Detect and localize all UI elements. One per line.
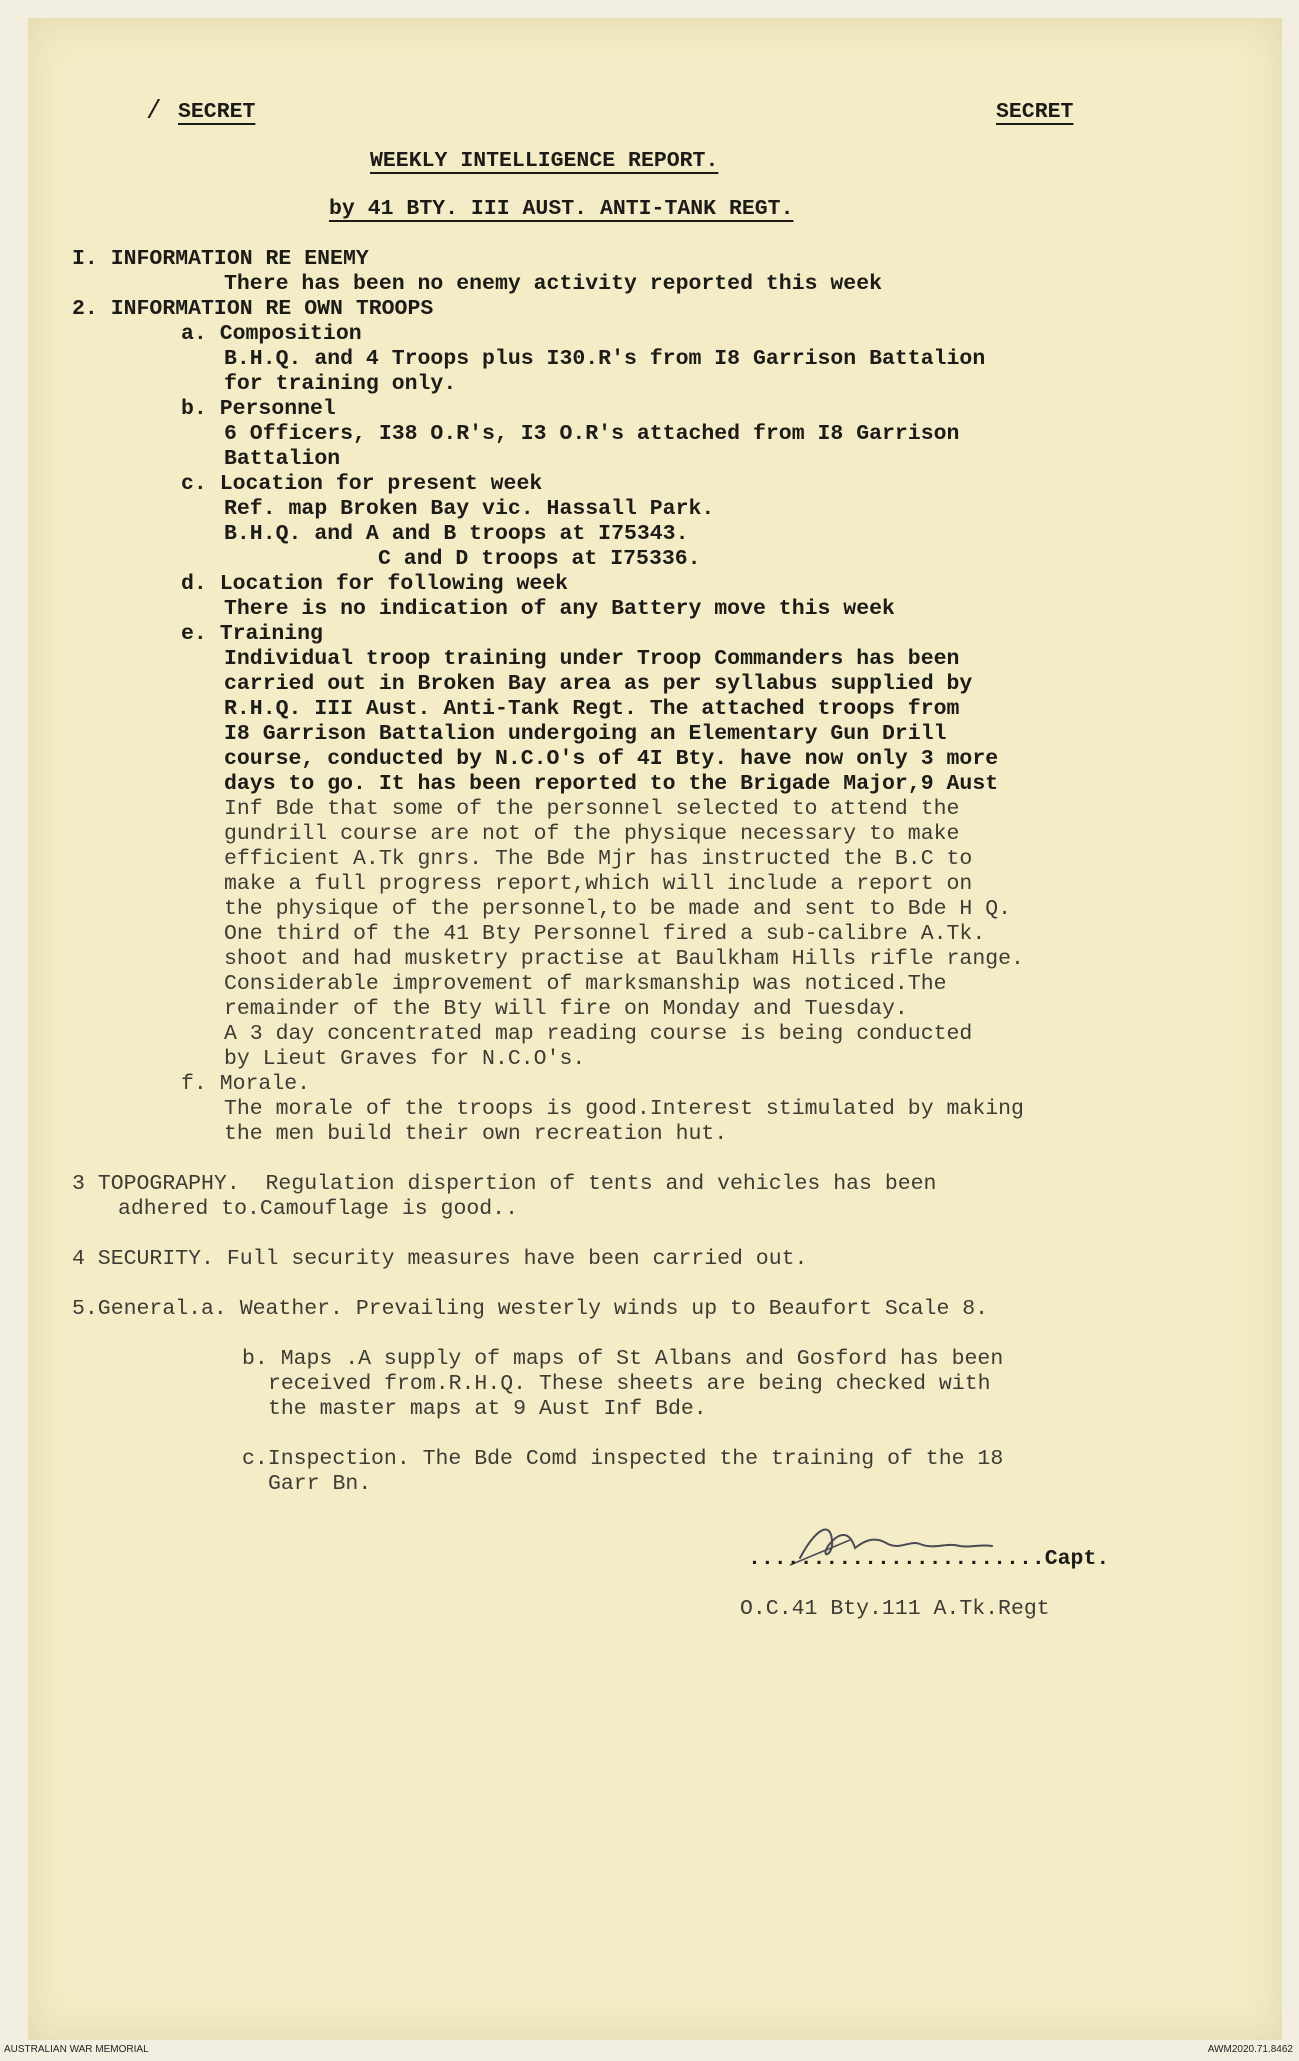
report-line: e. Training [181,622,323,646]
signatory-role: O.C.41 Bty.111 A.Tk.Regt [740,1597,1050,1621]
report-line: Battalion [224,447,341,471]
report-line: b. Maps .A supply of maps of St Albans and Gosford has been [242,1347,1004,1371]
report-line: the physique of the personnel,to be made and sent to Bde H Q. [224,897,1012,921]
report-line: gundrill course are not of the physique necessary to make [224,822,960,846]
report-line: shoot and had musketry practise at Baulkham Hills rifle range. [224,947,1024,971]
report-line: 6 Officers, I38 O.R's, I3 O.R's attached from I8 Garrison [224,422,960,446]
report-line: efficient A.Tk gnrs. The Bde Mjr has instructed the B.C to [224,847,973,871]
report-line: Inf Bde that some of the personnel selected to attend the [224,797,960,821]
report-line: R.H.Q. III Aust. Anti-Tank Regt. The attached troops from [224,697,960,721]
report-line: adhered to.Camouflage is good.. [118,1197,518,1221]
report-line: I. INFORMATION RE ENEMY [72,247,369,271]
report-line: The morale of the troops is good.Interest stimulated by making [224,1097,1024,1121]
report-line: Individual troop training under Troop Commanders has been [224,647,960,671]
report-line: days to go. It has been reported to the Brigade Major,9 Aust [224,772,999,796]
report-line: c. Location for present week [181,472,543,496]
report-line: There has been no enemy activity reported this week [224,272,883,296]
report-line: d. Location for following week [181,572,569,596]
report-line: Ref. map Broken Bay vic. Hassall Park. [224,497,715,521]
report-line: One third of the 41 Bty Personnel fired a sub-calibre A.Tk. [224,922,986,946]
report-line: course, conducted by N.C.O's of 4I Bty. have now only 3 more [224,747,999,771]
report-line: the master maps at 9 Aust Inf Bde. [268,1397,707,1421]
report-line: f. Morale. [181,1072,311,1096]
pencil-mark: / [146,96,162,126]
report-line: 5.General.a. Weather. Prevailing westerly winds up to Beaufort Scale 8. [72,1297,989,1321]
report-line: Considerable improvement of marksmanship was noticed.The [224,972,947,996]
signature-line: .......................Capt. [748,1547,1110,1571]
report-line: by Lieut Graves for N.C.O's. [224,1047,586,1071]
report-line: the men build their own recreation hut. [224,1122,728,1146]
report-subtitle: by 41 BTY. III AUST. ANTI-TANK REGT. [329,197,794,221]
report-line: make a full progress report,which will include a report on [224,872,973,896]
report-line: B.H.Q. and 4 Troops plus I30.R's from I8 Garrison Battalion [224,347,986,371]
report-line: B.H.Q. and A and B troops at I75343. [224,522,689,546]
secret-label-left: SECRET [178,100,256,124]
report-line: 4 SECURITY. Full security measures have been carried out. [72,1247,808,1271]
report-line: I8 Garrison Battalion undergoing an Elementary Gun Drill [224,722,947,746]
footer-left: AUSTRALIAN WAR MEMORIAL [4,2044,149,2055]
report-line: remainder of the Bty will fire on Monday and Tuesday. [224,997,908,1021]
secret-label-right: SECRET [996,100,1074,124]
report-line: for training only. [224,372,457,396]
report-line: carried out in Broken Bay area as per syllabus supplied by [224,672,973,696]
report-line: Garr Bn. [268,1472,372,1496]
footer-right: AWM2020.71.8462 [1207,2044,1293,2055]
report-line: 3 TOPOGRAPHY. Regulation dispertion of tents and vehicles has been [72,1172,937,1196]
report-line: a. Composition [181,322,362,346]
report-line: A 3 day concentrated map reading course is being conducted [224,1022,973,1046]
report-line: 2. INFORMATION RE OWN TROOPS [72,297,434,321]
report-line: C and D troops at I75336. [378,547,701,571]
report-line: received from.R.H.Q. These sheets are being checked with [268,1372,991,1396]
report-line: b. Personnel [181,397,336,421]
report-line: There is no indication of any Battery move this week [224,597,895,621]
report-line: c.Inspection. The Bde Comd inspected the training of the 18 [242,1447,1004,1471]
report-title: WEEKLY INTELLIGENCE REPORT. [370,149,719,173]
